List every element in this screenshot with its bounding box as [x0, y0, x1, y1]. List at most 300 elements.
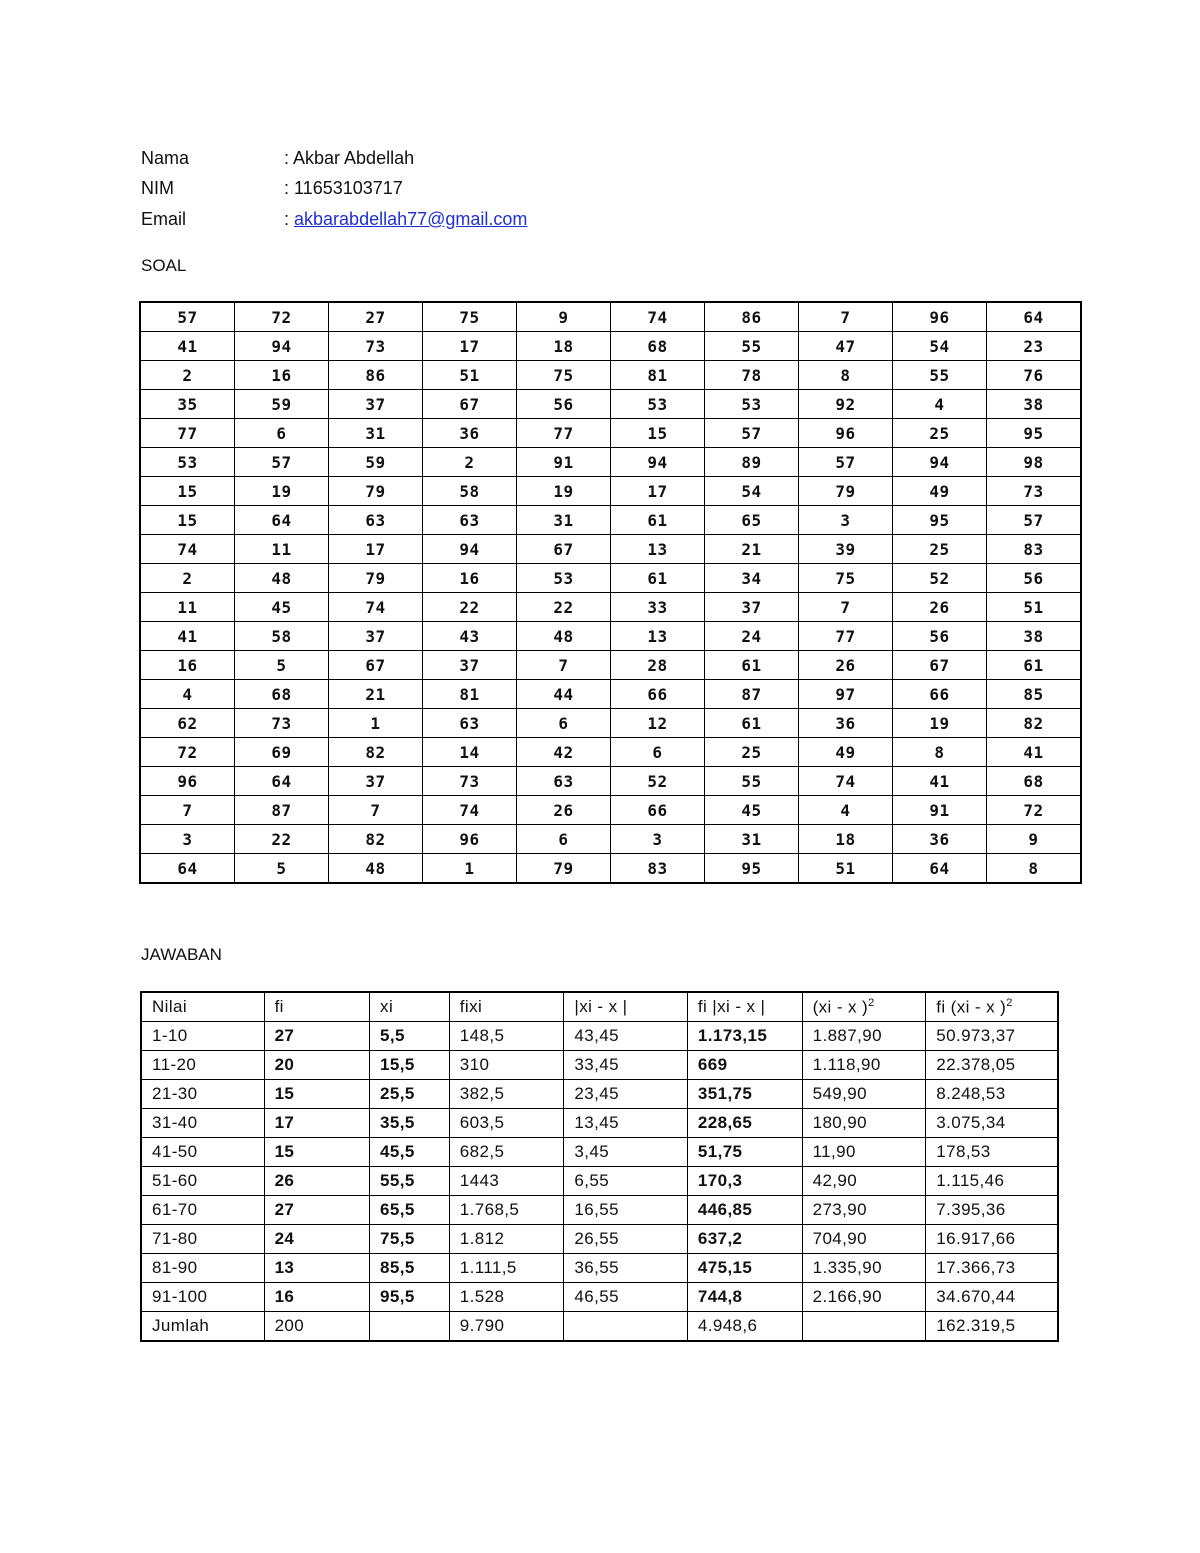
soal-cell: 98 — [987, 448, 1082, 477]
soal-cell: 85 — [987, 680, 1082, 709]
soal-row — [140, 651, 1081, 680]
table-cell: 33,45 — [564, 1051, 687, 1080]
table-cell: 7.395,36 — [926, 1196, 1058, 1225]
soal-row — [140, 854, 1081, 884]
soal-cell: 39 — [799, 535, 893, 564]
soal-cell: 1 — [329, 709, 423, 738]
soal-cell: 17 — [611, 477, 705, 506]
table-row — [141, 1109, 1058, 1138]
table-cell: 11-20 — [141, 1051, 264, 1080]
table-cell: 16,55 — [564, 1196, 687, 1225]
column-header — [370, 992, 450, 1022]
soal-cell: 61 — [705, 709, 799, 738]
squared-superscript: 2 — [868, 996, 875, 1009]
soal-cell: 9 — [987, 825, 1082, 854]
soal-cell: 26 — [893, 593, 987, 622]
soal-cell: 51 — [423, 361, 517, 390]
soal-cell: 19 — [517, 477, 611, 506]
table-cell: 1.528 — [449, 1283, 564, 1312]
soal-cell: 79 — [517, 854, 611, 884]
soal-cell: 4 — [140, 680, 235, 709]
soal-cell: 4 — [799, 796, 893, 825]
soal-cell: 64 — [235, 506, 329, 535]
soal-row — [140, 767, 1081, 796]
soal-cell: 7 — [517, 651, 611, 680]
soal-cell: 67 — [423, 390, 517, 419]
soal-cell: 54 — [893, 332, 987, 361]
soal-cell: 77 — [140, 419, 235, 448]
table-cell: 36,55 — [564, 1254, 687, 1283]
soal-cell: 15 — [611, 419, 705, 448]
soal-row — [140, 564, 1081, 593]
soal-cell: 81 — [611, 361, 705, 390]
soal-cell: 91 — [893, 796, 987, 825]
soal-cell: 35 — [140, 390, 235, 419]
soal-cell: 38 — [987, 390, 1082, 419]
soal-cell: 73 — [235, 709, 329, 738]
soal-cell: 63 — [423, 709, 517, 738]
soal-cell: 94 — [423, 535, 517, 564]
soal-cell: 15 — [140, 477, 235, 506]
table-row — [141, 1312, 1058, 1342]
soal-cell: 21 — [329, 680, 423, 709]
soal-cell: 7 — [799, 302, 893, 332]
soal-cell: 16 — [423, 564, 517, 593]
soal-cell: 24 — [705, 622, 799, 651]
table-cell: 22.378,05 — [926, 1051, 1058, 1080]
table-row — [141, 1138, 1058, 1167]
soal-cell: 41 — [140, 622, 235, 651]
soal-cell: 38 — [987, 622, 1082, 651]
nim-label: NIM — [141, 178, 174, 199]
soal-cell: 18 — [517, 332, 611, 361]
soal-cell: 34 — [705, 564, 799, 593]
table-cell: 273,90 — [802, 1196, 926, 1225]
soal-cell: 86 — [705, 302, 799, 332]
soal-cell: 4 — [893, 390, 987, 419]
soal-cell: 74 — [799, 767, 893, 796]
soal-cell: 59 — [329, 448, 423, 477]
table-cell: 1.812 — [449, 1225, 564, 1254]
table-cell: 8.248,53 — [926, 1080, 1058, 1109]
soal-cell: 19 — [893, 709, 987, 738]
soal-cell: 22 — [423, 593, 517, 622]
soal-cell: 2 — [140, 361, 235, 390]
soal-cell: 75 — [517, 361, 611, 390]
soal-cell: 73 — [329, 332, 423, 361]
soal-row — [140, 361, 1081, 390]
table-cell: 310 — [449, 1051, 564, 1080]
soal-cell: 77 — [517, 419, 611, 448]
soal-cell: 96 — [423, 825, 517, 854]
soal-cell: 3 — [799, 506, 893, 535]
soal-cell: 76 — [987, 361, 1082, 390]
table-row — [141, 1196, 1058, 1225]
soal-cell: 57 — [799, 448, 893, 477]
soal-cell: 28 — [611, 651, 705, 680]
column-header — [802, 992, 926, 1022]
table-row — [141, 1022, 1058, 1051]
soal-cell: 8 — [893, 738, 987, 767]
soal-cell: 7 — [329, 796, 423, 825]
soal-cell: 57 — [987, 506, 1082, 535]
table-cell: 34.670,44 — [926, 1283, 1058, 1312]
column-header-label: fi (xi - x ) — [936, 997, 1007, 1017]
soal-cell: 53 — [611, 390, 705, 419]
soal-cell: 63 — [517, 767, 611, 796]
table-cell: 15 — [264, 1080, 369, 1109]
soal-cell: 94 — [235, 332, 329, 361]
table-cell: 1.335,90 — [802, 1254, 926, 1283]
table-cell: 669 — [687, 1051, 802, 1080]
name-value: : Akbar Abdellah — [284, 147, 415, 168]
table-cell: 20 — [264, 1051, 369, 1080]
soal-table — [139, 301, 1082, 884]
soal-cell: 96 — [893, 302, 987, 332]
soal-cell: 48 — [517, 622, 611, 651]
soal-cell: 72 — [987, 796, 1082, 825]
soal-row — [140, 506, 1081, 535]
soal-cell: 47 — [799, 332, 893, 361]
table-cell — [564, 1312, 687, 1342]
soal-cell: 41 — [987, 738, 1082, 767]
table-cell: 1.118,90 — [802, 1051, 926, 1080]
soal-cell: 9 — [517, 302, 611, 332]
soal-cell: 48 — [235, 564, 329, 593]
column-header — [564, 992, 687, 1022]
soal-cell: 36 — [799, 709, 893, 738]
soal-cell: 13 — [611, 622, 705, 651]
soal-cell: 81 — [423, 680, 517, 709]
soal-cell: 73 — [987, 477, 1082, 506]
table-cell: 46,55 — [564, 1283, 687, 1312]
table-cell — [802, 1312, 926, 1342]
table-cell: 31-40 — [141, 1109, 264, 1138]
soal-cell: 95 — [705, 854, 799, 884]
soal-cell: 18 — [799, 825, 893, 854]
soal-cell: 12 — [611, 709, 705, 738]
soal-cell: 68 — [235, 680, 329, 709]
table-cell: 13 — [264, 1254, 369, 1283]
table-cell: 26,55 — [564, 1225, 687, 1254]
table-cell: 51,75 — [687, 1138, 802, 1167]
soal-cell: 61 — [705, 651, 799, 680]
soal-cell: 63 — [423, 506, 517, 535]
table-cell: 6,55 — [564, 1167, 687, 1196]
soal-cell: 92 — [799, 390, 893, 419]
soal-row — [140, 825, 1081, 854]
soal-cell: 13 — [611, 535, 705, 564]
soal-cell: 53 — [140, 448, 235, 477]
table-cell: 2.166,90 — [802, 1283, 926, 1312]
table-cell: 351,75 — [687, 1080, 802, 1109]
soal-cell: 3 — [140, 825, 235, 854]
soal-cell: 11 — [140, 593, 235, 622]
soal-cell: 16 — [235, 361, 329, 390]
soal-cell: 61 — [611, 506, 705, 535]
soal-cell: 15 — [140, 506, 235, 535]
soal-cell: 3 — [611, 825, 705, 854]
table-cell: 4.948,6 — [687, 1312, 802, 1342]
table-cell: 15 — [264, 1138, 369, 1167]
soal-cell: 64 — [893, 854, 987, 884]
table-cell: 51-60 — [141, 1167, 264, 1196]
table-cell: 17.366,73 — [926, 1254, 1058, 1283]
soal-cell: 75 — [799, 564, 893, 593]
soal-cell: 42 — [517, 738, 611, 767]
table-cell: 26 — [264, 1167, 369, 1196]
column-header-label: fi |xi - x | — [697, 997, 766, 1016]
soal-cell: 57 — [140, 302, 235, 332]
soal-cell: 26 — [799, 651, 893, 680]
table-cell: 637,2 — [687, 1225, 802, 1254]
soal-cell: 45 — [235, 593, 329, 622]
soal-cell: 33 — [611, 593, 705, 622]
soal-cell: 26 — [517, 796, 611, 825]
soal-cell: 54 — [705, 477, 799, 506]
soal-cell: 94 — [611, 448, 705, 477]
soal-cell: 27 — [329, 302, 423, 332]
table-row — [141, 1225, 1058, 1254]
soal-cell: 45 — [705, 796, 799, 825]
table-cell: 9.790 — [449, 1312, 564, 1342]
table-cell: 382,5 — [449, 1080, 564, 1109]
info-row-email — [141, 204, 527, 235]
soal-cell: 14 — [423, 738, 517, 767]
soal-cell: 96 — [140, 767, 235, 796]
soal-cell: 57 — [235, 448, 329, 477]
soal-cell: 56 — [987, 564, 1082, 593]
soal-row — [140, 332, 1081, 361]
soal-cell: 77 — [799, 622, 893, 651]
soal-cell: 74 — [423, 796, 517, 825]
table-cell: 43,45 — [564, 1022, 687, 1051]
table-cell: 42,90 — [802, 1167, 926, 1196]
soal-cell: 21 — [705, 535, 799, 564]
soal-cell: 79 — [799, 477, 893, 506]
soal-cell: 37 — [705, 593, 799, 622]
table-cell: 35,5 — [370, 1109, 450, 1138]
soal-cell: 86 — [329, 361, 423, 390]
soal-row — [140, 477, 1081, 506]
table-cell: 71-80 — [141, 1225, 264, 1254]
soal-cell: 36 — [893, 825, 987, 854]
table-cell: 744,8 — [687, 1283, 802, 1312]
soal-cell: 11 — [235, 535, 329, 564]
table-cell: 50.973,37 — [926, 1022, 1058, 1051]
soal-cell: 83 — [987, 535, 1082, 564]
soal-cell: 74 — [140, 535, 235, 564]
soal-cell: 25 — [893, 535, 987, 564]
soal-cell: 8 — [799, 361, 893, 390]
soal-cell: 5 — [235, 854, 329, 884]
soal-cell: 31 — [329, 419, 423, 448]
email-label: Email — [141, 208, 187, 229]
soal-cell: 95 — [987, 419, 1082, 448]
table-cell: 180,90 — [802, 1109, 926, 1138]
soal-cell: 37 — [423, 651, 517, 680]
column-header — [141, 992, 264, 1022]
soal-cell: 78 — [705, 361, 799, 390]
soal-cell: 53 — [517, 564, 611, 593]
table-cell: 1.115,46 — [926, 1167, 1058, 1196]
soal-cell: 67 — [893, 651, 987, 680]
column-header-label: (xi - x ) — [812, 997, 869, 1017]
soal-row — [140, 448, 1081, 477]
info-row-nim — [141, 174, 527, 205]
column-header-label: fixi — [459, 997, 483, 1016]
table-cell: 682,5 — [449, 1138, 564, 1167]
email-link[interactable]: akbarabdellah77@gmail.com — [294, 208, 528, 229]
soal-cell: 82 — [987, 709, 1082, 738]
soal-cell: 7 — [140, 796, 235, 825]
soal-cell: 23 — [987, 332, 1082, 361]
table-cell: 11,90 — [802, 1138, 926, 1167]
table-cell: 148,5 — [449, 1022, 564, 1051]
soal-cell: 22 — [235, 825, 329, 854]
soal-cell: 17 — [423, 332, 517, 361]
table-cell: 5,5 — [370, 1022, 450, 1051]
soal-cell: 82 — [329, 825, 423, 854]
soal-cell: 37 — [329, 767, 423, 796]
soal-row — [140, 709, 1081, 738]
table-cell: 475,15 — [687, 1254, 802, 1283]
soal-cell: 25 — [705, 738, 799, 767]
email-value-wrap — [284, 209, 527, 230]
soal-row — [140, 796, 1081, 825]
table-row — [141, 1167, 1058, 1196]
table-cell: 16 — [264, 1283, 369, 1312]
student-info — [141, 143, 527, 235]
column-header-label: |xi - x | — [574, 997, 628, 1016]
name-label: Nama — [141, 147, 190, 168]
squared-superscript: 2 — [1006, 996, 1013, 1009]
table-cell: 85,5 — [370, 1254, 450, 1283]
table-cell: 603,5 — [449, 1109, 564, 1138]
soal-cell: 67 — [329, 651, 423, 680]
soal-cell: 79 — [329, 477, 423, 506]
table-cell: 170,3 — [687, 1167, 802, 1196]
soal-cell: 8 — [987, 854, 1082, 884]
table-cell: 178,53 — [926, 1138, 1058, 1167]
table-cell: 1.173,15 — [687, 1022, 802, 1051]
soal-cell: 48 — [329, 854, 423, 884]
table-cell: 704,90 — [802, 1225, 926, 1254]
soal-cell: 97 — [799, 680, 893, 709]
table-row — [141, 1254, 1058, 1283]
table-cell: 1.887,90 — [802, 1022, 926, 1051]
soal-cell: 16 — [140, 651, 235, 680]
soal-cell: 75 — [423, 302, 517, 332]
soal-cell: 17 — [329, 535, 423, 564]
soal-cell: 64 — [140, 854, 235, 884]
table-cell: 21-30 — [141, 1080, 264, 1109]
soal-cell: 66 — [893, 680, 987, 709]
table-cell: 27 — [264, 1196, 369, 1225]
table-header-row — [141, 992, 1058, 1022]
table-cell: 1.768,5 — [449, 1196, 564, 1225]
soal-cell: 65 — [705, 506, 799, 535]
table-cell: Jumlah — [141, 1312, 264, 1342]
soal-cell: 52 — [893, 564, 987, 593]
soal-cell: 1 — [423, 854, 517, 884]
table-cell: 15,5 — [370, 1051, 450, 1080]
frequency-table — [140, 991, 1059, 1342]
soal-cell: 94 — [893, 448, 987, 477]
table-cell: 200 — [264, 1312, 369, 1342]
soal-cell: 56 — [517, 390, 611, 419]
table-cell: 41-50 — [141, 1138, 264, 1167]
soal-cell: 91 — [517, 448, 611, 477]
soal-cell: 62 — [140, 709, 235, 738]
soal-cell: 82 — [329, 738, 423, 767]
table-cell: 24 — [264, 1225, 369, 1254]
table-cell: 1443 — [449, 1167, 564, 1196]
soal-cell: 56 — [893, 622, 987, 651]
soal-cell: 19 — [235, 477, 329, 506]
table-cell: 1-10 — [141, 1022, 264, 1051]
soal-cell: 64 — [987, 302, 1082, 332]
soal-row — [140, 622, 1081, 651]
soal-cell: 22 — [517, 593, 611, 622]
column-header — [687, 992, 802, 1022]
soal-cell: 79 — [329, 564, 423, 593]
soal-cell: 96 — [799, 419, 893, 448]
soal-cell: 68 — [611, 332, 705, 361]
soal-cell: 49 — [799, 738, 893, 767]
table-cell: 27 — [264, 1022, 369, 1051]
table-cell: 13,45 — [564, 1109, 687, 1138]
soal-cell: 87 — [705, 680, 799, 709]
soal-title: SOAL — [141, 256, 187, 275]
soal-cell: 67 — [517, 535, 611, 564]
table-cell: 45,5 — [370, 1138, 450, 1167]
soal-cell: 6 — [611, 738, 705, 767]
nim-value: : 11653103717 — [284, 178, 403, 199]
soal-cell: 6 — [517, 709, 611, 738]
column-header-label: Nilai — [152, 997, 188, 1016]
table-cell: 1.111,5 — [449, 1254, 564, 1283]
jawaban-title: JAWABAN — [141, 945, 222, 964]
soal-cell: 7 — [799, 593, 893, 622]
soal-cell: 64 — [235, 767, 329, 796]
table-cell: 3.075,34 — [926, 1109, 1058, 1138]
info-row-name — [141, 143, 527, 174]
soal-cell: 63 — [329, 506, 423, 535]
column-header-label: xi — [380, 997, 394, 1016]
soal-cell: 41 — [893, 767, 987, 796]
soal-cell: 61 — [611, 564, 705, 593]
table-cell: 55,5 — [370, 1167, 450, 1196]
soal-cell: 53 — [705, 390, 799, 419]
soal-cell: 69 — [235, 738, 329, 767]
column-header-label: fi — [274, 997, 284, 1016]
table-cell: 3,45 — [564, 1138, 687, 1167]
column-header — [264, 992, 369, 1022]
table-cell — [370, 1312, 450, 1342]
soal-row — [140, 738, 1081, 767]
table-cell: 95,5 — [370, 1283, 450, 1312]
soal-cell: 37 — [329, 390, 423, 419]
soal-row — [140, 593, 1081, 622]
soal-row — [140, 680, 1081, 709]
soal-cell: 44 — [517, 680, 611, 709]
table-cell: 162.319,5 — [926, 1312, 1058, 1342]
table-cell: 17 — [264, 1109, 369, 1138]
table-cell: 81-90 — [141, 1254, 264, 1283]
soal-cell: 52 — [611, 767, 705, 796]
soal-cell: 5 — [235, 651, 329, 680]
